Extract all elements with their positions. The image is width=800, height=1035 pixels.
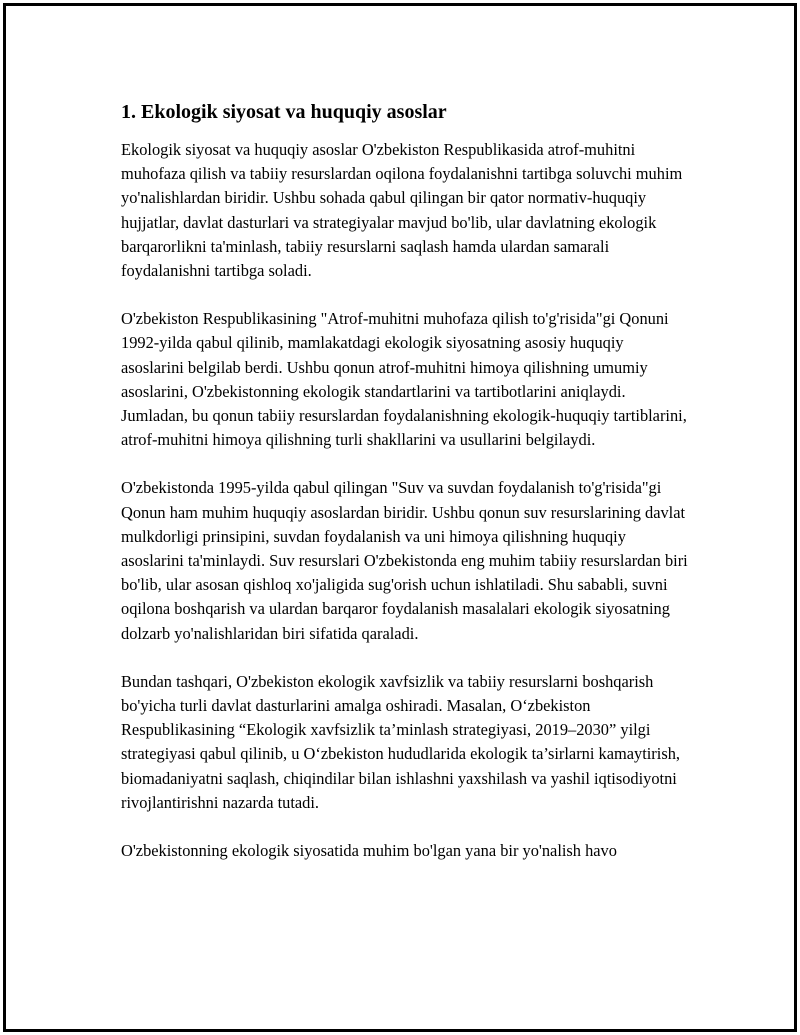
section-heading: 1. Ekologik siyosat va huquqiy asoslar (121, 101, 447, 123)
paragraph-4: Bundan tashqari, O'zbekiston ekologik xavfsizlik va tabiiy resurslarni boshqarish bo'yicha turli davlat dasturlarini amalga oshiradi. Masalan, O‘zbekiston Respublikasining “Ekologik xavfsizlik ta’minlash strategiyasi, 2019–2030” yilgi strategiyasi qabul qilinib, u O‘zbekiston hududlarida ekologik ta’sirlarni kamaytirish, biomadaniyatni saqlash, chiqindilar bilan ishlashni yaxshilash va yashil iqtisodiyotni rivojlantirishni nazarda tutadi. (121, 671, 680, 812)
paragraph-3: O'zbekistonda 1995-yilda qabul qilingan "Suv va suvdan foydalanish to'g'risida"gi Qonun ham muhim huquqiy asoslardan biridir. Ushbu qonun suv resurslarining davlat mulkdorligi prinsipini, suvdan foydalanish va uni himoya qilishning huquqiy asoslarini ta'minlaydi. Suv resurslari O'zbekistonda eng muhim tabiiy resurslardan biri bo'lib, ular asosan qishloq xo'jaligida sug'orish uchun ishlatiladi. Shu sababli, suvni oqilona boshqarish va ulardan barqaror foydalanish masalalari ekologik siyosatning dolzarb yo'nalishlaridan biri sifatida qaraladi. (121, 478, 688, 643)
paragraph-5: O'zbekistonning ekologik siyosatida muhim bo'lgan yana bir yo'nalish havo (121, 841, 617, 861)
document-body (121, 99, 689, 887)
page-frame (3, 3, 797, 1032)
paragraph-1: Ekologik siyosat va huquqiy asoslar O'zbekiston Respublikasida atrof-muhitni muhofaza qilish va tabiiy resurslardan oqilona foydalanishni tartibga soluvchi muhim yo'nalishlardan biridir. Ushbu sohada qabul qilingan bir qator normativ-huquqiy hujjatlar, davlat dasturlari va strategiyalar mavjud bo'lib, ular davlatning ekologik barqarorlikni ta'minlash, tabiiy resurslarni saqlash hamda ulardan samarali foydalanishni tartibga soladi. (121, 140, 683, 281)
paragraph-2: O'zbekiston Respublikasining "Atrof-muhitni muhofaza qilish to'g'risida"gi Qonuni 1992-yilda qabul qilinib, mamlakatdagi ekologik siyosatning asosiy huquqiy asoslarini belgilab berdi. Ushbu qonun atrof-muhitni himoya qilishning umumiy asoslarini, O'zbekistonning ekologik standartlarini va tartibotlarini aniqlaydi. Jumladan, bu qonun tabiiy resurslardan foydalanishning ekologik-huquqiy tartiblarini, atrof-muhitni himoya qilishning turli shakllarini va usullarini belgilaydi. (121, 309, 687, 450)
